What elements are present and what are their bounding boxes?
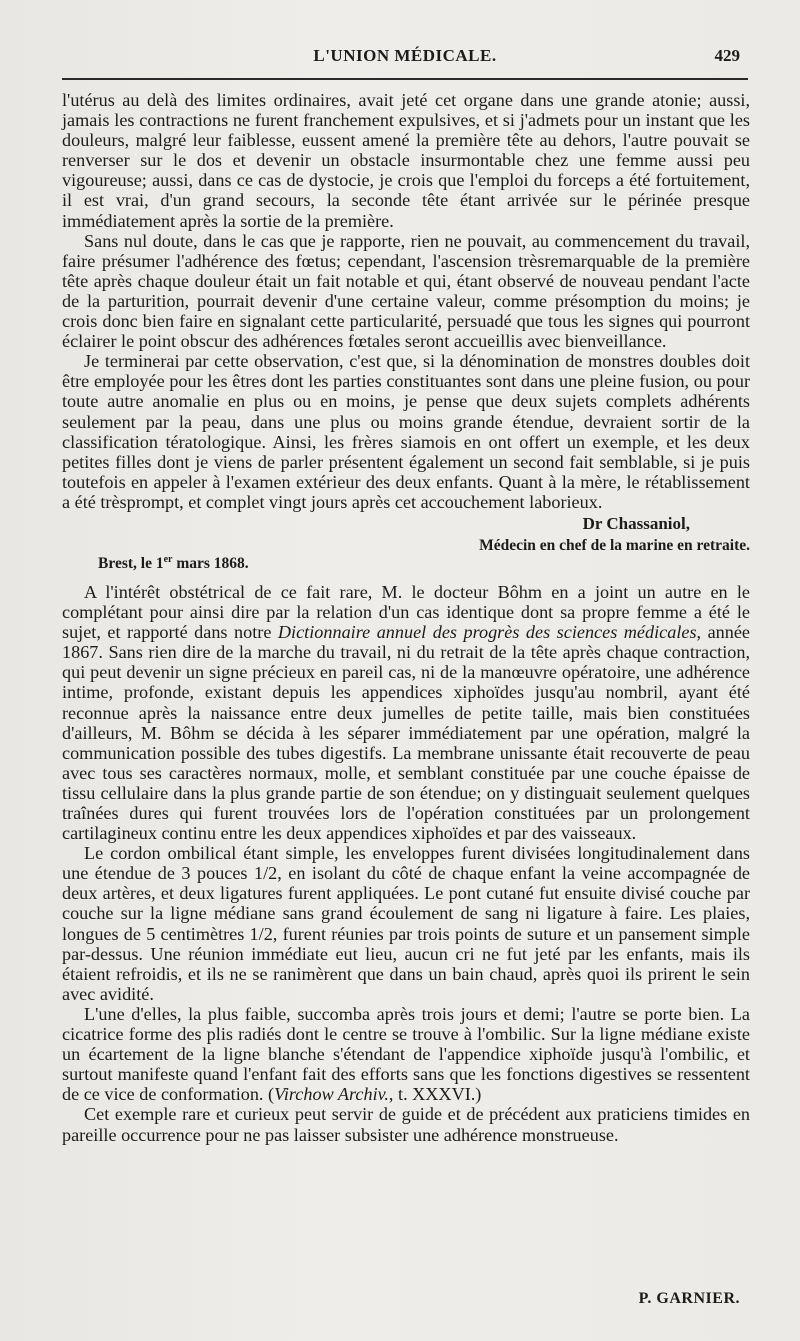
header-rule <box>62 78 748 80</box>
page-number: 429 <box>714 46 740 65</box>
paragraph: Sans nul doute, dans le cas que je rapporte, rien ne pouvait, au commencement du travail, faire présumer l'adhérence des fœtus; cependant, l'ascension trèsremarquable de la première tête après chaque douleur était un fait notable et qui, étant observé de nouveau pendant l'acte de la parturition, pourrait devenir d'une certaine valeur, comme présomption du moins; je crois donc bien faire en signalant cette particularité, persuadé que tous les signes qui pourront éclairer le point obscur des adhérences fœtales seront accueillis avec bienveillance. <box>62 230 750 352</box>
article-body <box>62 90 750 1145</box>
paragraph <box>62 1004 750 1104</box>
journal-title: Dictionnaire annuel des progrès des sciences médicales <box>277 622 697 643</box>
author-signature <box>62 514 750 576</box>
paragraph: Je terminerai par cette observation, c'est que, si la dénomination de monstres doubles doit être employée pour les êtres dont les parties constituantes sont dans une pleine fusion, ou pour toute autre anomalie en plus ou en moins, je pense que deux sujets complets adhérents seulement par la peau, dans une plus ou moins grande étendue, devraient sortir de la classification tératologique. Ainsi, les frères siamois en ont offert un exemple, et les deux petites filles dont je viens de parler présentent également un second fait semblable, si je puis toutefois en appeler à l'examen extérieur des deux enfants. Quant à la mère, le rétablissement a été trèsprompt, et complet vingt jours après cet accouchement laborieux. <box>62 351 750 512</box>
text-run: , année 1867. Sans rien dire de la marche du travail, ni du retrait de la tête après chaque contraction, qui peut devenir un signe précieux en pareil cas, ni de la manœuvre opératoire, une adhérence intime, profonde, existant depuis les appendices xiphoïdes jusqu'au nombril, ayant été reconnue après la naissance entre deux jumelles de petite taille, mais bien constituées d'ailleurs, M. Bôhm se décida à les séparer immédiatement par une opération, malgré la communication possible des tubes digestifs. La membrane unissante était recouverte de peau avec tous ses caractères normaux, molle, et semblant constituée par une couche épaisse de tissu cellulaire dans la plus grande partie de son étendue; on y distinguait seulement quelques traînées dures qui furent trouvées lors de l'opération constituées par un prolongement cartilagineux continu entre les deux appendices xiphoïdes et par des vaisseaux. <box>62 622 751 844</box>
page-header <box>62 46 748 74</box>
paragraph <box>62 582 750 843</box>
running-head: L'UNION MÉDICALE. <box>313 46 497 65</box>
text-run: L'une d'elles, la plus faible, succomba après trois jours et demi; l'autre se porte bien. La cicatrice forme des plis radiés dont le centre se trouve à l'ombilic. Sur la ligne médiane existe un écartement de la ligne blanche s'étendant de l'appendice xiphoïde jusqu'à l'ombilic, et surtout manifeste quand l'enfant fait des efforts sans que les fonctions digestives se ressentent de ce vice de conformation. ( <box>62 1003 750 1105</box>
place-date-suffix: mars 1868. <box>172 555 249 573</box>
paragraph: l'utérus au delà des limites ordinaires, avait jeté cet organe dans une grande atonie; aussi, jamais les contractions ne furent franchement expulsives, et si j'admets pour un instant que les douleurs, malgré leur faiblesse, eussent amené la première tête au dehors, l'autre pouvait se renverser sur le dos et devenir un obstacle insurmontable chez une femme aussi peu vigoureuse; aussi, dans ce cas de dystocie, je crois que l'emploi du forceps a été fortuitement, il est vrai, d'un grand secours, la seconde tête étant arrivée sur le périnée presque immédiatement après la sortie de la première. <box>62 90 750 231</box>
author-name: Dr Chassaniol, <box>582 513 690 533</box>
author-role: Médecin en chef de la marine en retraite. <box>479 536 750 554</box>
place-date <box>98 550 249 574</box>
place-date-sup: er <box>163 553 173 565</box>
place-date-prefix: Brest, le 1 <box>98 555 164 573</box>
paragraph: Le cordon ombilical étant simple, les enveloppes furent divisées longitudinalement dans une étendue de 3 pouces 1/2, en isolant du côté de chaque enfant la veine accompagnée de deux artères, et deux ligatures furent appliquées. Le pont cutané fut ensuite divisé couche par couche sur la ligne médiane sans grand écoulement de sang ni ligature à faire. Les plaies, longues de 5 centimètres 1/2, furent réunies par trois points de suture et un pansement simple par-dessus. Une réunion immédiate eut lieu, aucun cri ne fut jeté par les enfants, mais ils étaient refroidis, et ils ne se ranimèrent que dans un bain chaud, après quoi ils prirent le sein avec avidité. <box>62 843 750 1004</box>
paragraph: Cet exemple rare et curieux peut servir de guide et de précédent aux praticiens timides en pareille occurrence pour ne pas laisser subsister une adhérence monstrueuse. <box>62 1104 750 1145</box>
citation-title: Virchow Archiv. <box>274 1084 389 1105</box>
text-run: A l'intérêt obstétrical de ce fait rare, M. le docteur Bôhm en a joint un autre en le complétant pour ainsi dire par la relation d'un cas identique dont sa propre femme a été le sujet, et rapporté dans notre <box>62 581 750 643</box>
closing-signature: P. GARNIER. <box>638 1290 740 1307</box>
text-run: , t. XXXVI.) <box>388 1084 482 1105</box>
